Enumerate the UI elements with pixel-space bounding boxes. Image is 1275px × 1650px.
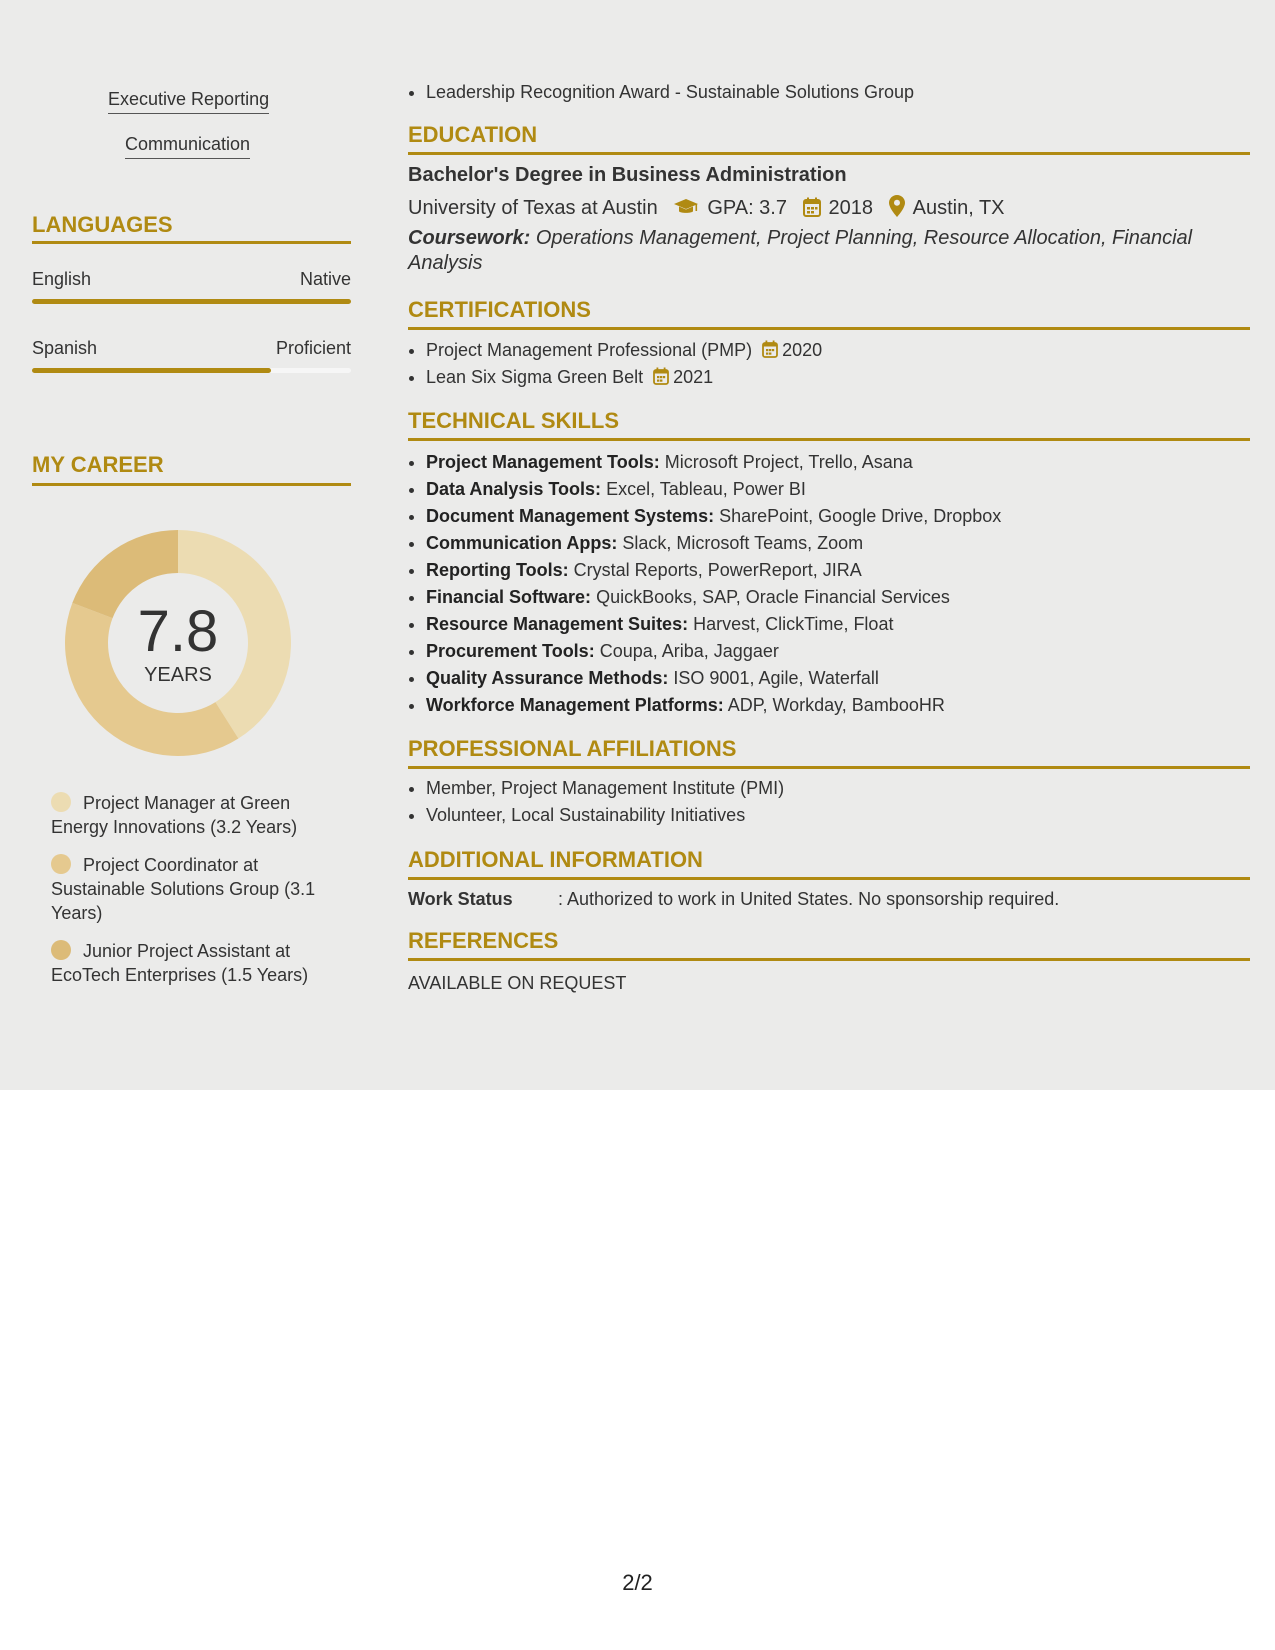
affiliations-title: PROFESSIONAL AFFILIATIONS [408, 736, 737, 761]
certification-name: Lean Six Sigma Green Belt [426, 367, 644, 387]
technical-skill-value: Crystal Reports, PowerReport, JIRA [573, 560, 862, 580]
technical-skill-item [426, 692, 1246, 719]
technical-skill-label: Resource Management Suites: [426, 614, 689, 634]
career-legend-label: Project Coordinator at Sustainable Solutions Group (3.1 Years) [51, 855, 316, 923]
technical-skill-value: ISO 9001, Agile, Waterfall [673, 668, 879, 688]
calendar-icon [762, 340, 778, 358]
technical-skills-rule [408, 438, 1250, 441]
technical-skill-item [426, 449, 1246, 476]
language-bar-english [32, 299, 351, 304]
technical-skill-item [426, 638, 1246, 665]
affiliation-item: • Member, Project Management Institute (PMI) [426, 775, 1246, 802]
education-title: EDUCATION [408, 122, 538, 147]
technical-skill-label: Document Management Systems: [426, 506, 715, 526]
calendar-icon [653, 367, 669, 385]
technical-skill-item [426, 476, 1246, 503]
additional-info-title: ADDITIONAL INFORMATION [408, 847, 703, 872]
technical-skill-value: Coupa, Ariba, Jaggaer [599, 641, 779, 661]
technical-skill-value: SharePoint, Google Drive, Dropbox [719, 506, 1002, 526]
technical-skill-item [426, 503, 1246, 530]
language-level-spanish: Proficient [275, 338, 351, 358]
skill-tag-communication: Communication [125, 134, 250, 159]
technical-skill-label: Financial Software: [426, 587, 592, 607]
technical-skill-item [426, 611, 1246, 638]
technical-skill-label: Reporting Tools: [426, 560, 569, 580]
education-gpa: GPA: 3.7 [707, 197, 787, 219]
graduation-cap-icon [673, 197, 699, 217]
technical-skill-value: Harvest, ClickTime, Float [693, 614, 894, 634]
career-total-unit: YEARS [144, 664, 212, 686]
career-legend-item [51, 939, 341, 987]
career-legend-item [51, 853, 341, 925]
references-title: REFERENCES [408, 928, 559, 953]
education-details [408, 195, 1005, 220]
technical-skill-value: Slack, Microsoft Teams, Zoom [622, 533, 864, 553]
education-location: Austin, TX [912, 197, 1005, 219]
technical-skill-item [426, 665, 1246, 692]
career-legend-label: Project Manager at Green Energy Innovations (3.2 Years) [51, 793, 298, 837]
language-bar-spanish [32, 368, 351, 373]
language-name-spanish: Spanish [32, 338, 98, 358]
skill-tag-executive-reporting: Executive Reporting [108, 89, 269, 114]
technical-skill-label: Data Analysis Tools: [426, 479, 602, 499]
technical-skill-label: Communication Apps: [426, 533, 618, 553]
career-total-years: 7.8 [137, 599, 219, 664]
award-item: • Leadership Recognition Award - Sustainable Solutions Group [426, 79, 1246, 106]
certification-year: 2021 [673, 367, 714, 387]
additional-info-rule [408, 877, 1250, 880]
references-rule [408, 958, 1250, 961]
technical-skill-label: Workforce Management Platforms: [426, 695, 724, 715]
language-level-english: Native [299, 269, 351, 289]
technical-skill-label: Quality Assurance Methods: [426, 668, 669, 688]
certification-item [426, 364, 1246, 391]
affiliation-item: • Volunteer, Local Sustainability Initiatives [426, 802, 1246, 829]
affiliations-list [426, 775, 1246, 829]
technical-skill-value: QuickBooks, SAP, Oracle Financial Services [596, 587, 950, 607]
technical-skill-item [426, 557, 1246, 584]
coursework-text: Operations Management, Project Planning, Resource Allocation, Financial Analysis [408, 227, 1193, 274]
technical-skill-value: Microsoft Project, Trello, Asana [664, 452, 913, 472]
career-legend-dot [51, 940, 71, 960]
certifications-rule [408, 327, 1250, 330]
calendar-icon [803, 197, 821, 217]
career-legend-dot [51, 854, 71, 874]
location-pin-icon [889, 195, 905, 217]
work-status-label: Work Status [408, 889, 513, 909]
education-rule [408, 152, 1250, 155]
technical-skills-title: TECHNICAL SKILLS [408, 408, 620, 433]
education-school: University of Texas at Austin [408, 197, 658, 219]
coursework-label: Coursework: [408, 227, 531, 249]
career-legend-label: Junior Project Assistant at EcoTech Enterprises (1.5 Years) [51, 941, 309, 985]
education-degree: Bachelor's Degree in Business Administration [408, 164, 847, 186]
certifications-title: CERTIFICATIONS [408, 297, 591, 322]
certification-year: 2020 [782, 340, 823, 360]
awards-list [426, 79, 1246, 106]
technical-skill-value: ADP, Workday, BambooHR [727, 695, 945, 715]
affiliations-rule [408, 766, 1250, 769]
career-legend-dot [51, 792, 71, 812]
language-name-english: English [32, 269, 92, 289]
technical-skill-label: Procurement Tools: [426, 641, 595, 661]
work-status-value: : Authorized to work in United States. No sponsorship required. [558, 889, 1060, 909]
career-title: MY CAREER [32, 452, 164, 477]
technical-skill-item [426, 530, 1246, 557]
career-legend-item [51, 791, 341, 839]
certification-item [426, 337, 1246, 364]
technical-skill-value: Excel, Tableau, Power BI [606, 479, 806, 499]
career-rule [32, 483, 351, 486]
language-bar-fill [32, 368, 271, 373]
language-bar-fill [32, 299, 351, 304]
technical-skill-label: Project Management Tools: [426, 452, 660, 472]
languages-rule [32, 241, 351, 244]
page-number: 2/2 [622, 1570, 653, 1595]
certification-name: Project Management Professional (PMP) [426, 340, 753, 360]
technical-skills-list [426, 449, 1246, 719]
education-coursework [408, 226, 1228, 276]
education-year: 2018 [828, 197, 874, 219]
certifications-list [426, 337, 1246, 391]
technical-skill-item [426, 584, 1246, 611]
references-text: AVAILABLE ON REQUEST [408, 973, 627, 993]
languages-title: LANGUAGES [32, 212, 173, 237]
